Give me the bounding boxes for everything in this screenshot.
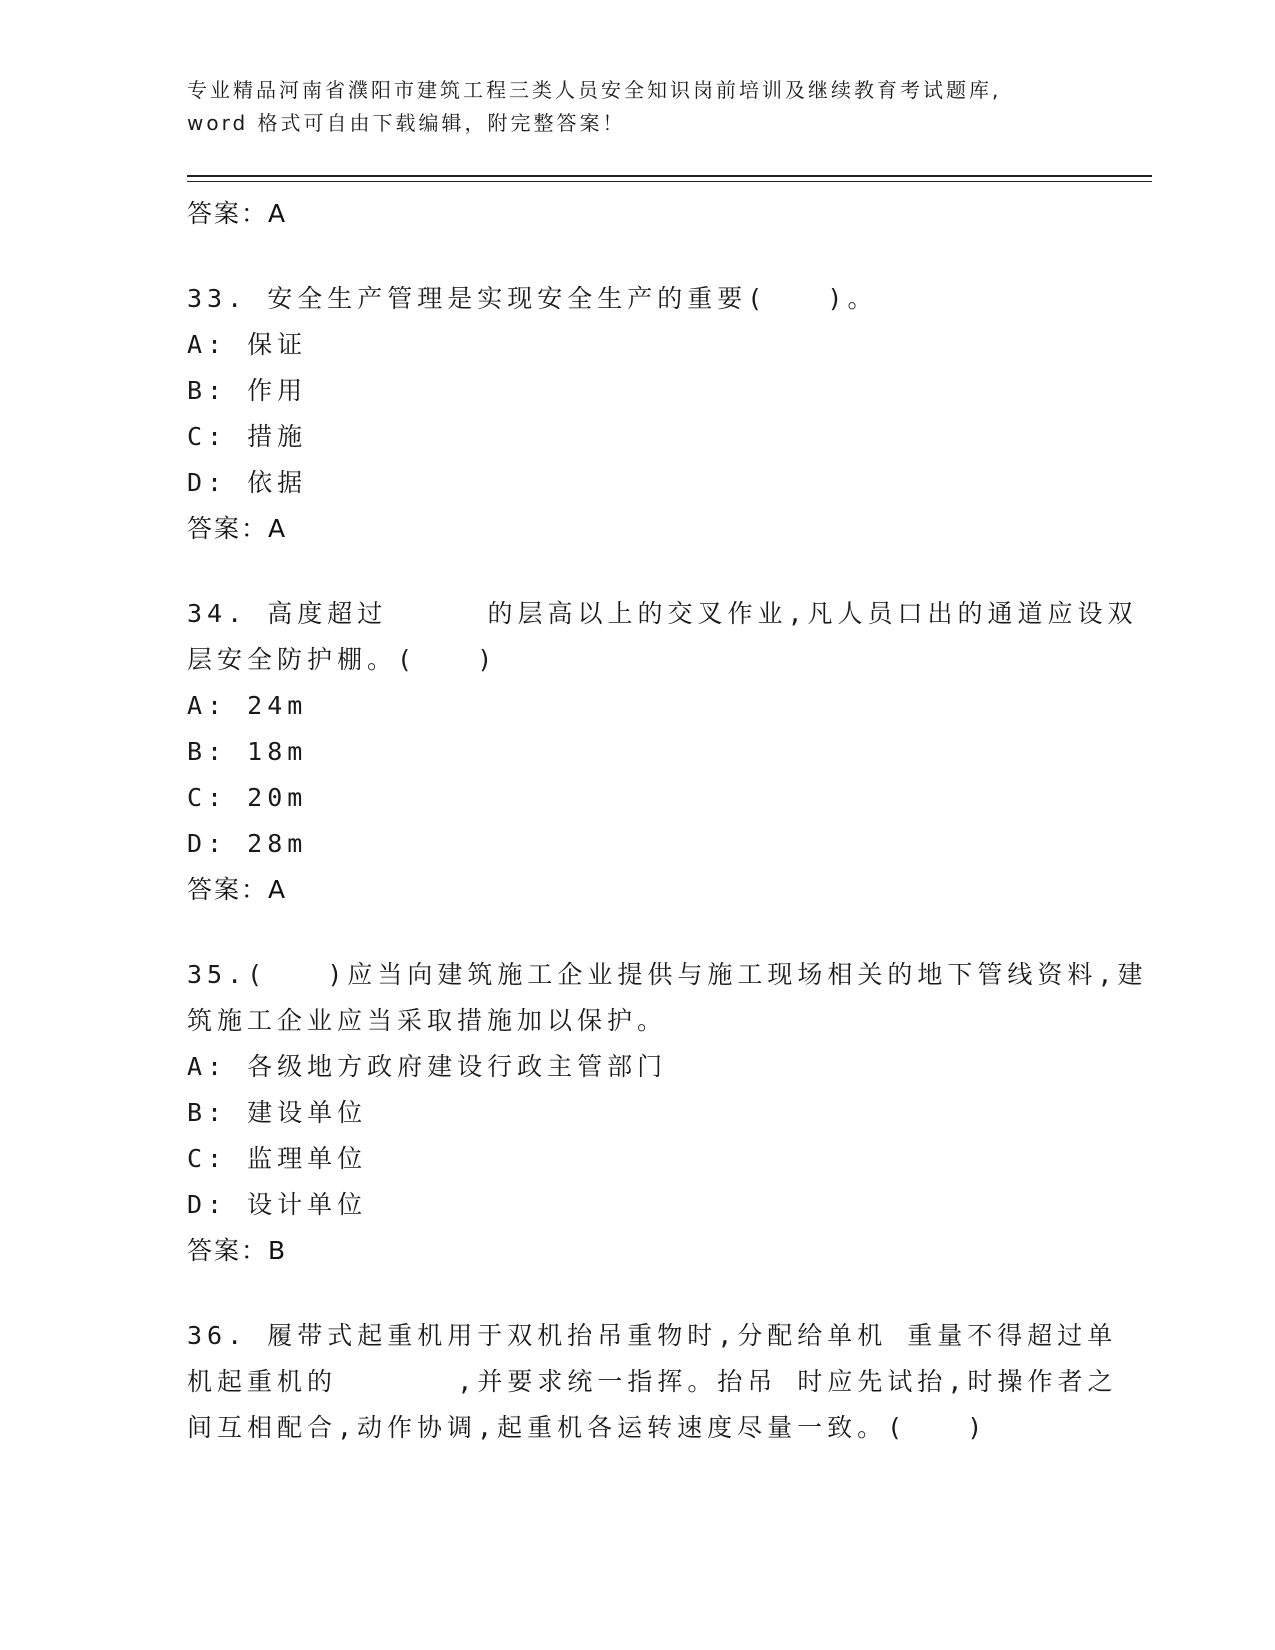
option-text: 依据 [247, 468, 308, 497]
option-c [187, 775, 1087, 821]
option-a [187, 1044, 1087, 1090]
option-key: C: [187, 783, 228, 812]
question-block-33 [187, 276, 1087, 552]
question-list [187, 191, 1148, 1451]
option-text: 监理单位 [247, 1144, 368, 1173]
option-key: D: [187, 829, 228, 858]
header-title-line-2: word 格式可自由下载编辑，附完整答案！ [187, 111, 626, 135]
question-stem-line: 34. 高度超过 的层高以上的交叉作业,凡人员口出的通道应设双 [187, 599, 1138, 628]
option-text: 建设单位 [247, 1098, 368, 1127]
option-key: B: [187, 737, 228, 766]
option-b [187, 1090, 1087, 1136]
option-key: B: [187, 1098, 228, 1127]
option-text: 24m [247, 691, 308, 720]
option-c [187, 414, 1087, 460]
option-key: B: [187, 376, 228, 405]
previous-question-answer: 答案：A [187, 199, 288, 228]
question-stem [187, 591, 1138, 683]
option-text: 作用 [247, 376, 308, 405]
option-key: A: [187, 691, 228, 720]
option-d [187, 460, 1087, 506]
header-divider-thin [187, 181, 1152, 182]
option-d [187, 1182, 1087, 1228]
question-stem-line: 35.( )应当向建筑施工企业提供与施工现场相关的地下管线资料,建 [187, 960, 1148, 989]
question-stem-line: 层安全防护棚。( ) [187, 645, 498, 674]
option-text: 措施 [247, 422, 308, 451]
option-key: D: [187, 1190, 228, 1219]
option-a [187, 322, 1087, 368]
question-answer: 答案：B [187, 1236, 288, 1265]
option-key: A: [187, 330, 228, 359]
question-block-36 [187, 1313, 1118, 1451]
option-key: A: [187, 1052, 228, 1081]
option-text: 保证 [247, 330, 308, 359]
option-text: 设计单位 [247, 1190, 368, 1219]
question-block-34 [187, 591, 1138, 913]
option-b [187, 368, 1087, 414]
option-b [187, 729, 1087, 775]
question-stem-line: 筑施工企业应当采取措施加以保护。 [187, 1006, 668, 1035]
question-stem-line: 33. 安全生产管理是实现安全生产的重要( )。 [187, 284, 878, 313]
option-d [187, 821, 1087, 867]
option-key: C: [187, 422, 228, 451]
header-divider-thick [187, 175, 1152, 177]
question-stem-line: 间互相配合,动作协调,起重机各运转速度尽量一致。( ) [187, 1413, 988, 1442]
question-stem [187, 952, 1148, 1044]
option-text: 20m [247, 783, 308, 812]
document-header [187, 74, 1087, 140]
question-block-35 [187, 952, 1148, 1274]
option-text: 各级地方政府建设行政主管部门 [247, 1052, 668, 1081]
question-answer: 答案：A [187, 875, 288, 904]
option-text: 28m [247, 829, 308, 858]
question-stem [187, 1313, 1118, 1451]
question-stem [187, 276, 1087, 322]
option-c [187, 1136, 1087, 1182]
question-answer: 答案：A [187, 514, 288, 543]
header-title-line-1: 专业精品河南省濮阳市建筑工程三类人员安全知识岗前培训及继续教育考试题库, [187, 78, 1002, 102]
option-a [187, 683, 1087, 729]
option-key: C: [187, 1144, 228, 1173]
option-text: 18m [247, 737, 308, 766]
question-stem-line: 36. 履带式起重机用于双机抬吊重物时,分配给单机 重量不得超过单 [187, 1321, 1118, 1350]
option-key: D: [187, 468, 228, 497]
question-stem-line: 机起重机的 ,并要求统一指挥。抬吊 时应先试抬,时操作者之 [187, 1367, 1118, 1396]
